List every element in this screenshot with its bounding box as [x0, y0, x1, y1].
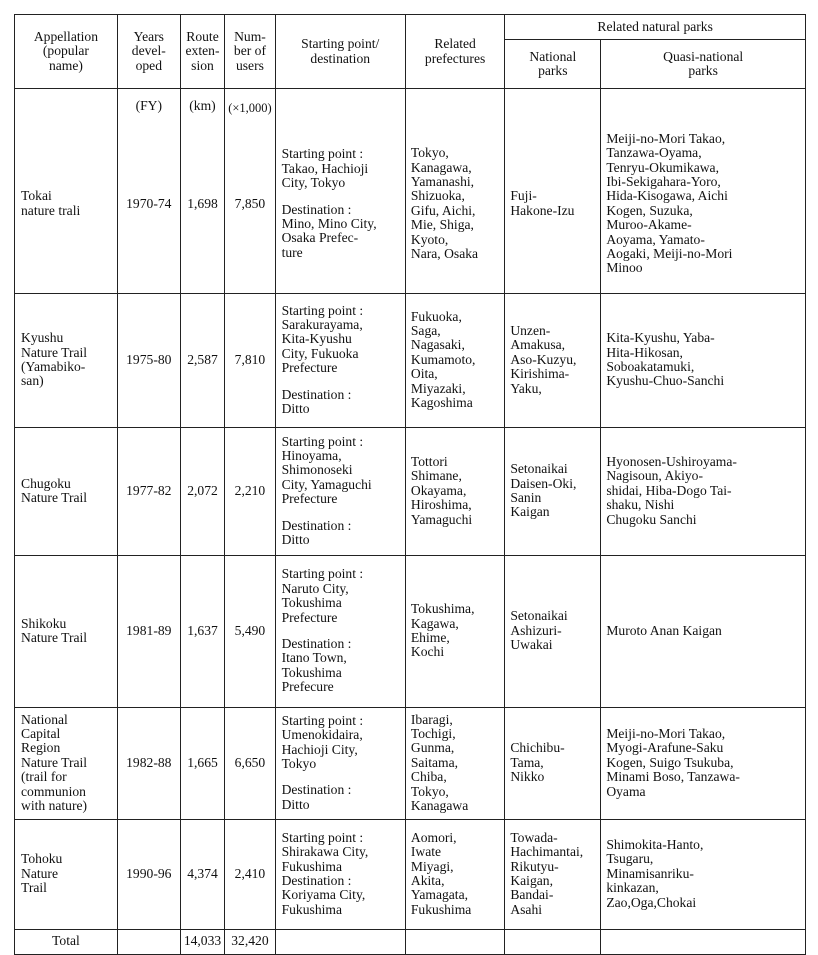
units-empty — [505, 89, 601, 116]
starting-point-label: Starting point : — [281, 302, 364, 318]
header-quasi-national-parks: Quasi-national parks — [601, 40, 806, 89]
number-of-users: 2,210 — [225, 427, 275, 555]
national-parks: Setonaikai Daisen-Oki, Sanin Kaigan — [505, 427, 601, 555]
route-extension: 4,374 — [180, 819, 225, 929]
trail-appellation: Kyushu Nature Trail (Yamabiko- san) — [15, 293, 118, 427]
table-row — [15, 115, 806, 293]
related-prefectures: Aomori, Iwate Miyagi, Akita, Yamagata, Fukushima — [405, 819, 504, 929]
units-row — [15, 89, 806, 116]
destination-value: Itano Town, Tokushima Prefecure — [281, 650, 347, 695]
quasi-national-parks: Hyonosen-Ushiroyama- Nagisoun, Akiyo- shidai, Hiba-Dogo Tai- shaku, Nishi Chugoku Sanchi — [601, 427, 806, 555]
destination-value: Ditto — [281, 532, 310, 548]
national-parks: Fuji- Hakone-Izu — [505, 115, 601, 293]
destination-value: Ditto — [281, 796, 310, 812]
starting-point-destination — [275, 427, 405, 555]
national-parks: Setonaikai Ashizuri- Uwakai — [505, 555, 601, 707]
related-prefectures: Fukuoka, Saga, Nagasaki, Kumamoto, Oita, Miyazaki, Kagoshima — [405, 293, 504, 427]
header-route-extension: Route exten- sion — [180, 15, 225, 89]
route-extension: 1,637 — [180, 555, 225, 707]
starting-point-label: Starting point : — [281, 829, 364, 845]
table-row — [15, 555, 806, 707]
starting-point-value: Sarakurayama, Kita-Kyushu City, Fukuoka Prefecture — [281, 316, 363, 376]
unit-users: (×1,000) — [225, 89, 275, 116]
header-years-developed: Years devel- oped — [117, 15, 180, 89]
quasi-national-parks: Kita-Kyushu, Yaba- Hita-Hikosan, Soboakatamuki, Kyushu-Chuo-Sanchi — [601, 293, 806, 427]
trail-appellation: National Capital Region Nature Trail (trail for communion with nature) — [15, 707, 118, 819]
table-row — [15, 293, 806, 427]
number-of-users: 5,490 — [225, 555, 275, 707]
table-row — [15, 707, 806, 819]
national-parks: Unzen- Amakusa, Aso-Kuzyu, Kirishima- Yaku, — [505, 293, 601, 427]
trail-appellation: Chugoku Nature Trail — [15, 427, 118, 555]
number-of-users: 6,650 — [225, 707, 275, 819]
starting-point-destination — [275, 555, 405, 707]
quasi-national-parks: Muroto Anan Kaigan — [601, 555, 806, 707]
header-appellation: Appellation (popular name) — [15, 15, 118, 89]
route-extension: 1,698 — [180, 115, 225, 293]
units-empty — [601, 89, 806, 116]
related-prefectures: Tokyo, Kanagawa, Yamanashi, Shizuoka, Gifu, Aichi, Mie, Shiga, Kyoto, Nara, Osaka — [405, 115, 504, 293]
related-prefectures: Tottori Shimane, Okayama, Hiroshima, Yamaguchi — [405, 427, 504, 555]
nature-trails-table — [14, 14, 806, 955]
route-extension: 1,665 — [180, 707, 225, 819]
trail-appellation: Tokai nature trali — [15, 115, 118, 293]
starting-point-destination — [275, 819, 405, 929]
number-of-users: 2,410 — [225, 819, 275, 929]
destination-value: Ditto — [281, 401, 310, 417]
destination-value: Mino, Mino City, Osaka Prefec- ture — [281, 215, 377, 260]
route-extension: 2,587 — [180, 293, 225, 427]
header-number-of-users: Num- ber of users — [225, 15, 275, 89]
starting-point-value: Naruto City, Tokushima Prefecture — [281, 580, 349, 625]
starting-point-destination — [275, 115, 405, 293]
years-developed: 1970-74 — [117, 115, 180, 293]
total-users: 32,420 — [225, 929, 275, 954]
header-related-prefectures: Related prefectures — [405, 15, 504, 89]
table-row — [15, 427, 806, 555]
number-of-users: 7,810 — [225, 293, 275, 427]
starting-point-value: Hinoyama, Shimonoseki City, Yamaguchi Prefecture — [281, 447, 372, 507]
total-label: Total — [15, 929, 118, 954]
trail-appellation: Shikoku Nature Trail — [15, 555, 118, 707]
starting-point-label: Starting point : — [281, 433, 364, 449]
unit-route: (km) — [180, 89, 225, 116]
starting-point-value: Takao, Hachioji City, Tokyo — [281, 160, 369, 191]
header-starting-point-destination: Starting point/ destination — [275, 15, 405, 89]
quasi-national-parks: Meiji-no-Mori Takao, Myogi-Arafune-Saku Kogen, Suigo Tsukuba, Minami Boso, Tanzawa- Oyama — [601, 707, 806, 819]
years-developed: 1982-88 — [117, 707, 180, 819]
units-empty — [275, 89, 405, 116]
quasi-national-parks: Meiji-no-Mori Takao, Tanzawa-Oyama, Tenryu-Okumikawa, Ibi-Sekigahara-Yoro, Hida-Kisogawa, Aichi Kogen, Suzuka, Muroo-Akame- Aoyama, Yamato- Aogaki, Meiji-no-Mori Minoo — [601, 115, 806, 293]
units-empty — [405, 89, 504, 116]
header-related-natural-parks: Related natural parks — [505, 15, 806, 40]
destination-value: Koriyama City, Fukushima — [281, 887, 366, 917]
related-prefectures: Ibaragi, Tochigi, Gunma, Saitama, Chiba, Tokyo, Kanagawa — [405, 707, 504, 819]
starting-point-destination — [275, 707, 405, 819]
starting-point-label: Starting point : — [281, 712, 364, 728]
trail-appellation: Tohoku Nature Trail — [15, 819, 118, 929]
years-developed: 1977-82 — [117, 427, 180, 555]
table-body — [15, 89, 806, 955]
number-of-users: 7,850 — [225, 115, 275, 293]
header-national-parks: National parks — [505, 40, 601, 89]
unit-years: (FY) — [117, 89, 180, 116]
route-extension: 2,072 — [180, 427, 225, 555]
destination-label: Destination : — [281, 636, 352, 651]
years-developed: 1981-89 — [117, 555, 180, 707]
total-route: 14,033 — [180, 929, 225, 954]
national-parks: Towada- Hachimantai, Rikutyu- Kaigan, Bandai- Asahi — [505, 819, 601, 929]
destination-label: Destination : — [281, 386, 352, 402]
years-developed: 1990-96 — [117, 819, 180, 929]
years-developed: 1975-80 — [117, 293, 180, 427]
destination-label: Destination : — [281, 782, 352, 798]
destination-label: Destination : — [281, 517, 352, 533]
starting-point-label: Starting point : — [281, 146, 364, 162]
table-row — [15, 819, 806, 929]
destination-label: Destination : — [281, 201, 352, 217]
starting-point-destination — [275, 293, 405, 427]
destination-label: Destination : — [281, 873, 352, 888]
quasi-national-parks: Shimokita-Hanto, Tsugaru, Minamisanriku- kinkazan, Zao,Oga,Chokai — [601, 819, 806, 929]
starting-point-value: Shirakawa City, Fukushima — [281, 844, 369, 874]
starting-point-label: Starting point : — [281, 566, 364, 582]
national-parks: Chichibu- Tama, Nikko — [505, 707, 601, 819]
related-prefectures: Tokushima, Kagawa, Ehime, Kochi — [405, 555, 504, 707]
units-empty — [15, 89, 118, 116]
starting-point-value: Umenokidaira, Hachioji City, Tokyo — [281, 727, 363, 771]
